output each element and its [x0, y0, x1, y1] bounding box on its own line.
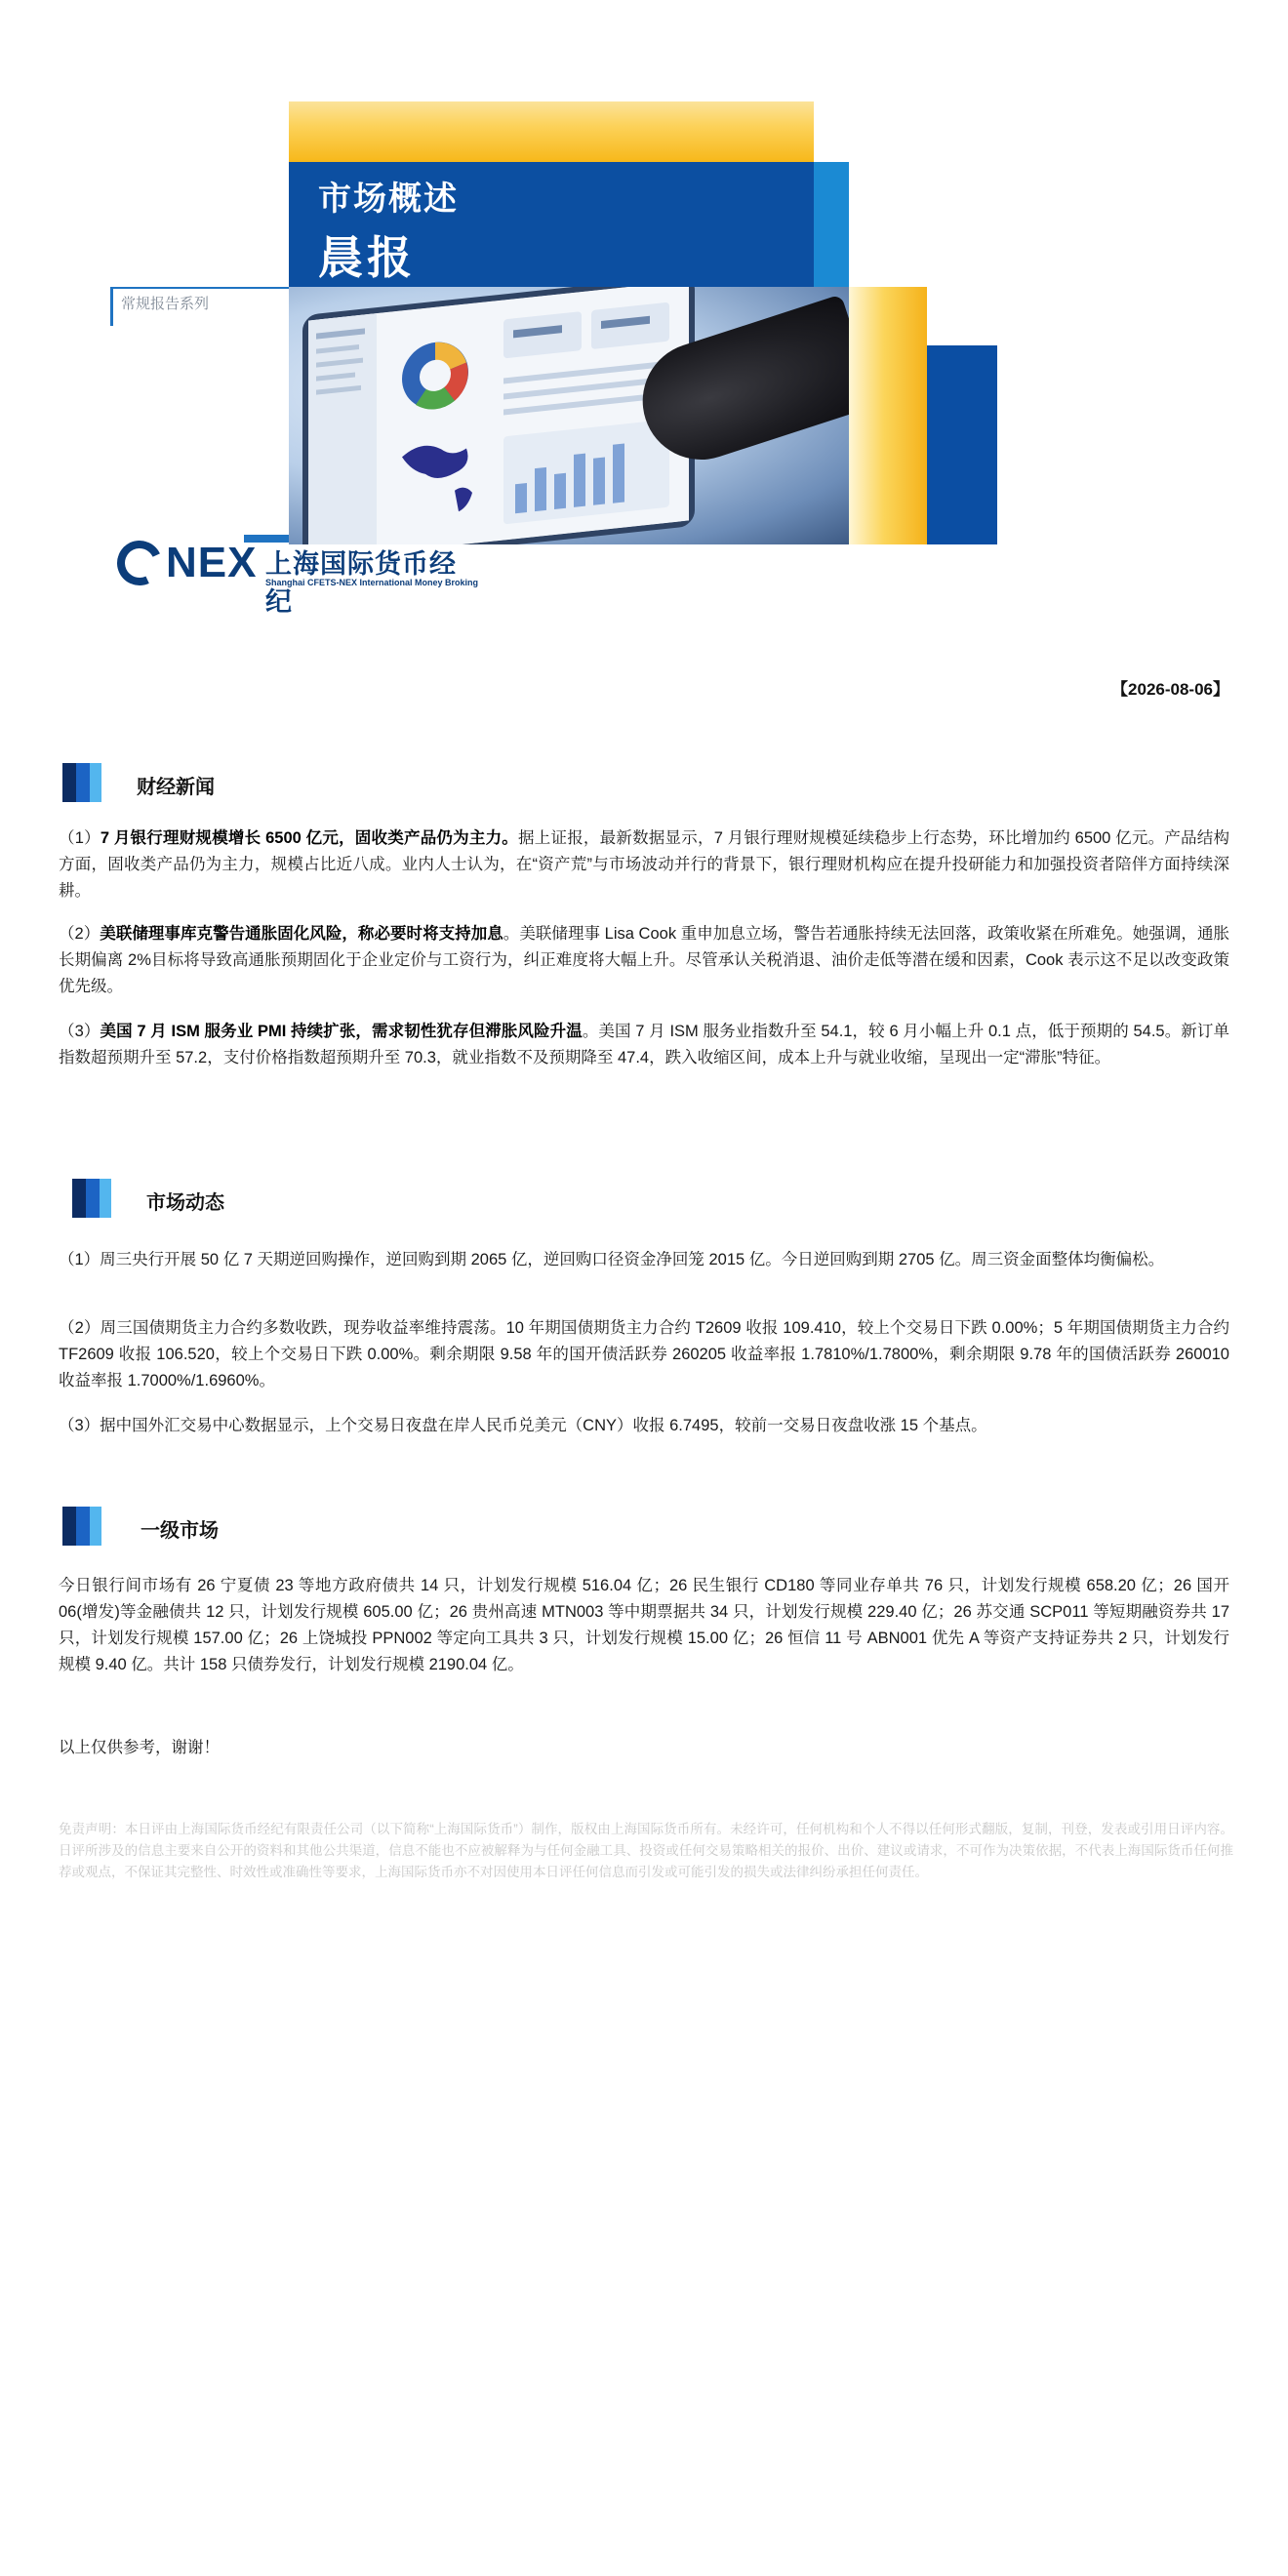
logo-c-mark-icon [111, 535, 169, 592]
cover-accent-bar [814, 162, 849, 287]
dashboard-illustration [308, 287, 689, 544]
logo-company-name: 上海国际货币经纪 [265, 549, 457, 617]
cover-photo [289, 287, 849, 544]
logo-nex-text: NEX [166, 539, 258, 586]
market-item-3: （3）据中国外汇交易中心数据显示，上个交易日夜盘在岸人民币兑美元（CNY）收报 6.7495，较前一交易日夜盘收涨 15 个基点。 [59, 1417, 987, 1434]
news-headline: 美联储理事库克警告通胀固化风险，称必要时将支持加息 [100, 925, 503, 943]
cover-blue-block [927, 345, 997, 544]
section-title-finance-news: 财经新闻 [137, 777, 215, 798]
company-logo [117, 537, 479, 617]
disclaimer: 免责声明：本日评由上海国际货币经纪有限责任公司（以下简称“上海国际货币”）制作，版权由上海国际货币所有。未经许可，任何机构和个人不得以任何形式翻版，复制，刊登，发表或引用日评内容。日评所涉及的信息主要来自公开的资料和其他公共渠道，信息不能也不应被解释为与任何金融工具、投资或任何交易策略相关的报价、出价、建议或请求，不可作为决策依据，不代表上海国际货币任何推荐或观点，不保证其完整性、时效性或准确性等要求，上海国际货币亦不对因使用本日评任何信息而引发或可能引发的损失或法律纠纷承担任何责任。 [59, 1822, 1233, 1879]
series-label: 常规报告系列 [121, 296, 210, 312]
tablet-screen-image [308, 287, 689, 544]
news-item-1: （1）7 月银行理财规模增长 6500 亿元，固收类产品仍为主力。据上证报，最新数据显示，7 月银行理财规模延续稳步上行态势，环比增加约 6500 亿元。产品结构方面，固收类产品仍为主力，规模占比近八成。业内人士认为，在“资产荒”与市场波动并行的背景下，银行理财机构应在提升投研能力和加强投资者陪伴方面持续深耕。 [59, 829, 1229, 900]
news-headline: 7 月银行理财规模增长 6500 亿元，固收类产品仍为主力。 [100, 829, 519, 847]
report-date: 【2026-08-06】 [1111, 680, 1229, 699]
cover-title-line2: 晨报 [318, 232, 416, 283]
news-headline: 美国 7 月 ISM 服务业 PMI 持续扩张，需求韧性犹存但滞胀风险升温 [100, 1023, 583, 1040]
market-item-2: （2）周三国债期货主力合约多数收跌，现券收益率维持震荡。10 年期国债期货主力合约 T2609 收报 109.410，较上个交易日下跌 0.00%；5 年期国债期货主力合约 TF2609 收报 106.520，较上个交易日下跌 0.00%。剩余期限 9.58 年的国开债活跃券 260205 收益率报 1.7810%/1.7800%，剩余期限 9.78 年的国债活跃券 260010 收益率报 1.7000%/1.6960%。 [59, 1319, 1229, 1389]
section-icon [62, 763, 101, 802]
section-icon [72, 1179, 111, 1218]
logo-company-name-en: Shanghai CFETS-NEX International Money Broking [265, 578, 479, 587]
primary-market-body: 今日银行间市场有 26 宁夏债 23 等地方政府债共 14 只，计划发行规模 516.04 亿；26 民生银行 CD180 等同业存单共 76 只，计划发行规模 658.20 亿；26 国开 06(增发)等金融债共 12 只，计划发行规模 605.00 亿；26 贵州高速 MTN003 等中期票据共 34 只，计划发行规模 229.40 亿；26 苏交通 SCP011 等短期融资券共 17 只，计划发行规模 157.00 亿；26 上饶城投 PPN002 等定向工具共 3 只，计划发行规模 15.00 亿；26 恒信 11 号 ABN001 优先 A 等资产支持证券共 2 只，计划发行规模 9.40 亿。共计 158 只债券发行，计划发行规模 2190.04 亿。 [59, 1577, 1229, 1673]
cover-yellow-band [289, 101, 814, 162]
market-item-1: （1）周三央行开展 50 亿 7 天期逆回购操作，逆回购到期 2065 亿，逆回购口径资金净回笼 2015 亿。今日逆回购到期 2705 亿。周三资金面整体均衡偏松。 [59, 1251, 1165, 1268]
section-title-market-dynamics: 市场动态 [146, 1192, 224, 1214]
section-icon [62, 1507, 101, 1546]
news-item-3: （3）美国 7 月 ISM 服务业 PMI 持续扩张，需求韧性犹存但滞胀风险升温。美国 7 月 ISM 服务业指数升至 54.1，较 6 月小幅上升 0.1 点，低于预期的 54.5。新订单指数超预期升至 57.2，支付价格指数超预期升至 70.3，就业指数不及预期降至 47.4，跌入收缩区间，成本上升与就业收缩，呈现出一定“滞胀”特征。 [59, 1023, 1229, 1067]
closing-note: 以上仅供参考，谢谢！ [59, 1739, 220, 1756]
section-title-primary-market: 一级市场 [141, 1520, 219, 1542]
cover-title-line1: 市场概述 [318, 181, 459, 218]
cover-yellow-block [849, 287, 927, 544]
news-item-2: （2）美联储理事库克警告通胀固化风险，称必要时将支持加息。美联储理事 Lisa Cook 重申加息立场，警告若通胀持续无法回落，政策收紧在所难免。她强调，通胀长期偏离 2%目标将导致高通胀预期固化于企业定价与工资行为，纠正难度将大幅上升。尽管承认关税消退、油价走低等潜在缓和因素，Cook 表示这不足以改变政策优先级。 [59, 925, 1229, 995]
